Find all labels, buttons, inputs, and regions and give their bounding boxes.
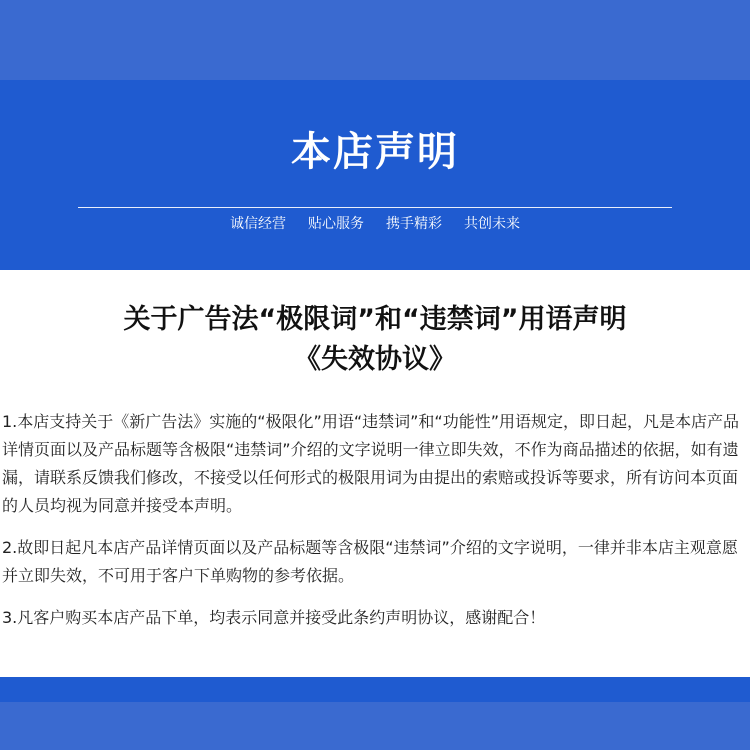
page-title: 本店声明	[291, 129, 459, 175]
header-banner	[0, 80, 750, 270]
header-tag: 诚信经营	[230, 216, 286, 232]
paragraph-1: 1.本店支持关于《新广告法》实施的“极限化”用语“违禁词”和“功能性”用语规定，即日起，凡是本店产品详情页面以及产品标题等含极限“违禁词”介绍的文字说明一律立即失效，不作为商品描述的依据，如有遗漏，请联系反馈我们修改，不接受以任何形式的极限用词为由提出的索赔或投诉等要求，所有访问本页面的人员均视为同意并接受本声明。	[2, 412, 740, 515]
header-tag: 共创未来	[464, 216, 520, 232]
statement-body	[0, 408, 750, 646]
header-tags	[0, 214, 750, 234]
header-divider	[78, 207, 672, 208]
header-tag: 携手精彩	[386, 216, 442, 232]
paragraph-2: 2.故即日起凡本店产品详情页面以及产品标题等含极限“违禁词”介绍的文字说明，一律并非本店主观意愿并立即失效，不可用于客户下单购物的参考依据。	[2, 538, 738, 585]
header-tag: 贴心服务	[308, 216, 364, 232]
heading-line-1: 关于广告法“极限词”和“违禁词”用语声明	[123, 304, 627, 335]
top-strip	[0, 0, 750, 80]
heading-line-2: 《失效协议》	[294, 344, 456, 375]
footer-bar	[0, 677, 750, 750]
footer-strip	[0, 702, 750, 750]
statement-heading	[0, 300, 750, 380]
paragraph-3: 3.凡客户购买本店产品下单，均表示同意并接受此条约声明协议，感谢配合！	[2, 608, 546, 627]
